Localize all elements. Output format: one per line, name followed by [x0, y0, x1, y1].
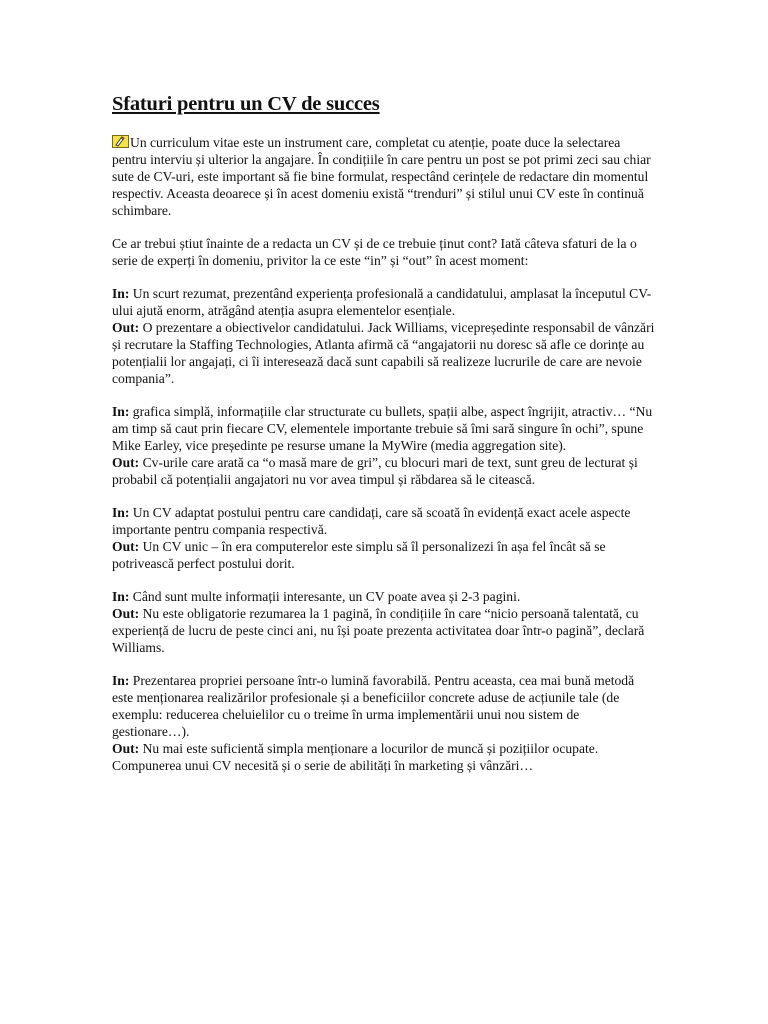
in-label: In:	[112, 505, 130, 520]
tip-in-text: Când sunt multe informații interesante, un CV poate avea și 2-3 pagini.	[132, 589, 521, 604]
tip-in	[112, 403, 657, 454]
tip-in-text: Un CV adaptat postului pentru care candidați, care să scoată în evidență exact acele aspecte importante pentru compania respectivă.	[112, 505, 631, 537]
in-label: In:	[112, 286, 130, 301]
note-icon[interactable]	[112, 135, 129, 148]
in-label: In:	[112, 589, 130, 604]
tip-block	[112, 672, 657, 774]
tip-in	[112, 672, 657, 740]
tip-in	[112, 588, 657, 605]
tip-out	[112, 605, 657, 656]
document-title: Sfaturi pentru un CV de succes	[112, 93, 380, 115]
tip-out	[112, 454, 657, 488]
tip-in-text: Un scurt rezumat, prezentând experiența profesională a candidatului, amplasat la începutul CV-ului ajută enorm, atrăgând atenția asupra elementelor esențiale.	[112, 286, 652, 318]
tip-out	[112, 740, 657, 774]
out-label: Out:	[112, 320, 140, 335]
in-label: In:	[112, 404, 130, 419]
intro-text: Un curriculum vitae este un instrument care, completat cu atenție, poate duce la selectarea pentru interviu și ulterior la angajare. În condițiile în care pentru un post se pot primi zeci sau chiar sute de CV-uri, este important să fie bine formulat, respectând cerințele de redactare din momentul respectiv. Aceasta deoarece și în acest domeniu există “trenduri” și stilul unui CV este în continuă schimbare.	[112, 135, 651, 218]
intro-paragraph	[112, 134, 657, 219]
out-label: Out:	[112, 455, 140, 470]
out-label: Out:	[112, 539, 140, 554]
question-paragraph: Ce ar trebui știut înainte de a redacta un CV și de ce trebuie ținut cont? Iată câteva sfaturi de la o serie de experți în domeniu, privitor la ce este “in” și “out” în acest moment:	[112, 236, 637, 268]
out-label: Out:	[112, 606, 140, 621]
tip-out-text: O prezentare a obiectivelor candidatului. Jack Williams, vicepreședinte responsabil de vânzări și recrutare la Staffing Technologies, Atlanta afirmă că “angajatorii nu doresc să afle ce dorințe au potențialii lor angajați, ci îi interesează dacă sunt capabili să realizeze lucrurile de care are nevoie compania”.	[112, 320, 655, 386]
tip-out-text: Nu este obligatorie rezumarea la 1 pagină, în condițiile în care “nicio persoană talentată, cu experiență de lucru de peste cinci ani, nu își poate prezenta activitatea doar într-o pagină”, declară Williams.	[112, 606, 645, 655]
tip-out	[112, 319, 657, 387]
tip-block	[112, 588, 657, 656]
tip-in-text: grafica simplă, informațiile clar structurate cu bullets, spații albe, aspect îngrijit, atractiv… “Nu am timp să caut prin fiecare CV, elementele importante trebuie să îmi sară singure în ochi”, spune Mike Earley, vice președinte pe resurse umane la MyWire (media aggregation site).	[112, 404, 653, 453]
tip-in-text: Prezentarea propriei persoane într-o lumină favorabilă. Pentru aceasta, cea mai bună metodă este menționarea realizărilor profesionale și a beneficiilor concrete aduse de acțiunile tale (de exemplu: reducerea cheluielilor cu o treime în urma implementării unui nou sistem de gestionare…).	[112, 673, 635, 739]
tip-out-text: Cv-urile care arată ca “o masă mare de gri”, cu blocuri mari de text, sunt greu de lecturat și probabil că potențialii angajatori nu vor avea timpul și răbdarea să le citească.	[112, 455, 638, 487]
tip-in	[112, 285, 657, 319]
tip-out-text: Nu mai este suficientă simpla menționare a locurilor de muncă și pozițiilor ocupate. Compunerea unui CV necesită și o serie de abilități în marketing și vânzări…	[112, 741, 599, 773]
tip-block	[112, 285, 657, 387]
tip-in	[112, 504, 657, 538]
document-body	[112, 92, 657, 790]
in-label: In:	[112, 673, 130, 688]
tip-out	[112, 538, 657, 572]
tip-out-text: Un CV unic – în era computerelor este simplu să îl personalizezi în așa fel încât să se potrivească perfect postului dorit.	[112, 539, 606, 571]
tip-block	[112, 504, 657, 572]
tips-list	[112, 285, 657, 774]
out-label: Out:	[112, 741, 140, 756]
tip-block	[112, 403, 657, 488]
